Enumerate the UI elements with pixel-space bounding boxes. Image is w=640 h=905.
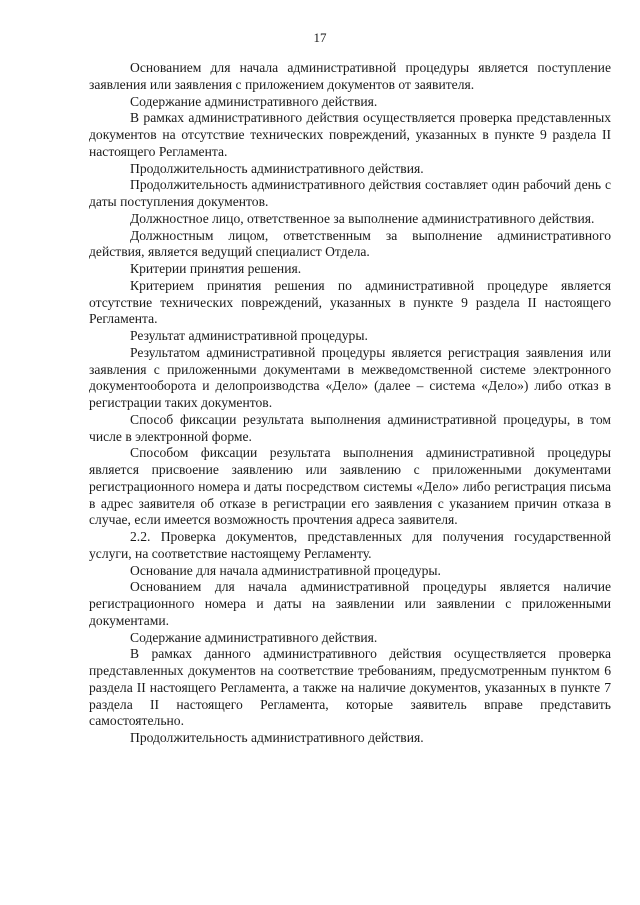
page-number: 17 (313, 30, 327, 45)
paragraph: Продолжительность административного действия составляет один рабочий день с даты поступления документов. (89, 177, 611, 209)
paragraph: Должностным лицом, ответственным за выполнение административного действия, является ведущий специалист Отдела. (89, 227, 611, 260)
paragraph-heading: Основание для начала административной процедуры. (130, 562, 441, 578)
paragraph-heading: Продолжительность административного действия. (130, 730, 424, 745)
paragraph: Основанием для начала административной процедуры является наличие регистрационного номера и даты на заявлении или заявлении с приложенными документами. (89, 579, 611, 628)
paragraph: В рамках данного административного действия осуществляется проверка представленных документов на соответствие требованиям, предусмотренным пунктом 6 раздела II настоящего Регламента, а также на наличие документов, указанных в пункте 7 раздела II настоящего Регламента, которые заявитель вправе представить самостоятельно. (89, 646, 611, 729)
paragraph-heading: Должностное лицо, ответственное за выполнение административного действия. (130, 210, 595, 226)
paragraph: Основанием для начала административной процедуры является поступление заявления или заявления с приложением документов от заявителя. (89, 60, 611, 92)
document-body (89, 60, 611, 747)
paragraph-heading: Критерии принятия решения. (130, 261, 302, 276)
paragraph: Способом фиксации результата выполнения административной процедуры является присвоение заявлению или заявлению с приложенными документами регистрационного номера и даты посредством системы «Дело» либо регистрация письма в адрес заявителя об отказе в регистрации его заявления с указанием причин отказа в случае, если имеется возможность прочтения адреса заявителя. (89, 445, 611, 528)
paragraph-heading: Способ фиксации результата выполнения административной процедуры, в том числе в электронной форме. (89, 411, 611, 444)
paragraph-heading: Продолжительность административного действия. (130, 160, 424, 176)
paragraph-heading: Содержание административного действия. (130, 93, 378, 109)
paragraph: В рамках административного действия осуществляется проверка представленных документов на отсутствие технических повреждений, указанных в пункте 9 раздела II настоящего Регламента. (89, 110, 611, 159)
paragraph-heading: Содержание административного действия. (130, 629, 378, 645)
paragraph: Результатом административной процедуры является регистрация заявления или заявления с приложенными документами в межведомственной системе электронного документооборота и делопроизводства «Дело» (далее – система «Дело») либо отказ в регистрации таких документов. (89, 344, 611, 410)
paragraph-heading: Результат административной процедуры. (130, 328, 368, 343)
section-heading: 2.2. Проверка документов, представленных для получения государственной услуги, на соответствие настоящему Регламенту. (89, 529, 611, 561)
paragraph: Критерием принятия решения по административной процедуре является отсутствие технических повреждений, указанных в пункте 9 раздела II настоящего Регламента. (89, 277, 611, 327)
